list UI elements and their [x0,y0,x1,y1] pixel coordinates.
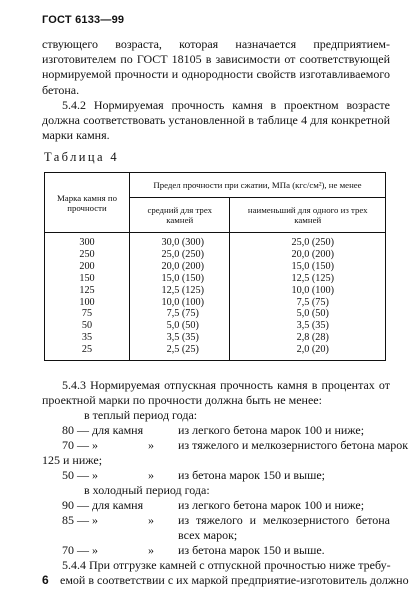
cold-item-1-prefix: 90 — для камня [62,498,144,512]
cell-minimum: 15,0 (150) [230,261,386,273]
warm-item-1-prefix: 80 — для камня [62,423,144,437]
cell-grade: 25 [45,344,130,360]
warm-item-2-continuation: 125 и ниже; [42,453,103,467]
cell-minimum: 20,0 (200) [230,249,386,261]
table-row [45,233,386,249]
cell-minimum: 12,5 (125) [230,273,386,285]
cell-minimum: 10,0 (100) [230,285,386,297]
cell-minimum: 25,0 (250) [230,233,386,249]
cell-average: 5,0 (50) [130,320,230,332]
cell-grade: 100 [45,297,130,309]
cell-grade: 150 [45,273,130,285]
cell-average: 30,0 (300) [130,233,230,249]
cell-grade: 200 [45,261,130,273]
cold-item-2-prefix: 85 — » [62,513,98,527]
paragraph-5-4-2: 5.4.2 Нормируемая прочность камня в проектном возрасте должна соответствовать установленной в таблице 4 для конкретной марки камня. [42,98,390,143]
cell-grade: 35 [45,332,130,344]
col-header-minimum: наименьший для одного из трех камней [230,198,386,233]
warm-item-3-ditto: » [148,468,154,482]
warm-item-2-text: из тяжелого и мелкозернистого бетона марок [178,438,409,452]
cell-grade: 50 [45,320,130,332]
cell-minimum: 7,5 (75) [230,297,386,309]
cell-average: 12,5 (125) [130,285,230,297]
warm-item-2-ditto: » [148,438,154,452]
table-row [45,332,386,344]
cell-grade: 75 [45,308,130,320]
table-row [45,285,386,297]
cold-item-2-text: из тяжелого и мелкозернистого бетона всех марок; [178,513,390,542]
col-header-average: средний для трех камней [130,198,230,233]
standard-code-header: ГОСТ 6133—99 [42,14,125,26]
cold-item-3-prefix: 70 — » [62,543,98,557]
cold-item-2-ditto: » [148,513,154,527]
warm-period-heading: в теплый период года: [84,408,198,422]
cell-average: 7,5 (75) [130,308,230,320]
paragraph-continuation: ствующего возраста, которая назначается предприятием-изготовителем по ГОСТ 18105 в зависимости от соответствующей нормируемой прочности и однородности свойств изготавливаемого бетона. [42,37,390,97]
table-row [45,320,386,332]
strength-table [44,172,386,361]
cell-average: 15,0 (150) [130,273,230,285]
cell-minimum: 2,0 (20) [230,344,386,360]
paragraph-5-4-4-line-1: 5.4.4 При отгрузке камней с отпускной прочностью ниже требу- [62,558,391,572]
cell-average: 2,5 (25) [130,344,230,360]
table-row [45,249,386,261]
cold-item-1-text: из легкого бетона марок 100 и ниже; [178,498,365,512]
table-row [45,308,386,320]
cell-average: 25,0 (250) [130,249,230,261]
cell-grade: 300 [45,233,130,249]
warm-item-2-prefix: 70 — » [62,438,98,452]
table-caption: Таблица 4 [44,150,120,164]
cold-item-3-text: из бетона марок 150 и выше. [178,543,325,557]
cell-average: 20,0 (200) [130,261,230,273]
cell-grade: 250 [45,249,130,261]
table-row [45,297,386,309]
table-row [45,344,386,360]
cell-minimum: 2,8 (28) [230,332,386,344]
cell-average: 10,0 (100) [130,297,230,309]
warm-item-3-prefix: 50 — » [62,468,98,482]
cell-grade: 125 [45,285,130,297]
warm-item-1-text: из легкого бетона марок 100 и ниже; [178,423,365,437]
table-row [45,273,386,285]
table-row [45,261,386,273]
cell-average: 3,5 (35) [130,332,230,344]
cell-minimum: 3,5 (35) [230,320,386,332]
page-number: 6 [42,573,53,587]
col-header-grade: Марка камня по прочности [45,173,130,233]
warm-item-3-text: из бетона марок 150 и выше; [178,468,325,482]
col-header-group: Предел прочности при сжатии, МПа (кгс/см²), не менее [130,173,386,198]
cold-period-heading: в холодный период года: [84,483,210,497]
paragraph-5-4-3: 5.4.3 Нормируемая отпускная прочность камня в процентах от проектной марки по прочности должна быть не менее: [42,378,390,408]
cold-item-3-ditto: » [148,543,154,557]
paragraph-5-4-4-line-2: емой в соответствии с их маркой предприятие-изготовитель должно [60,573,409,587]
cell-minimum: 5,0 (50) [230,308,386,320]
